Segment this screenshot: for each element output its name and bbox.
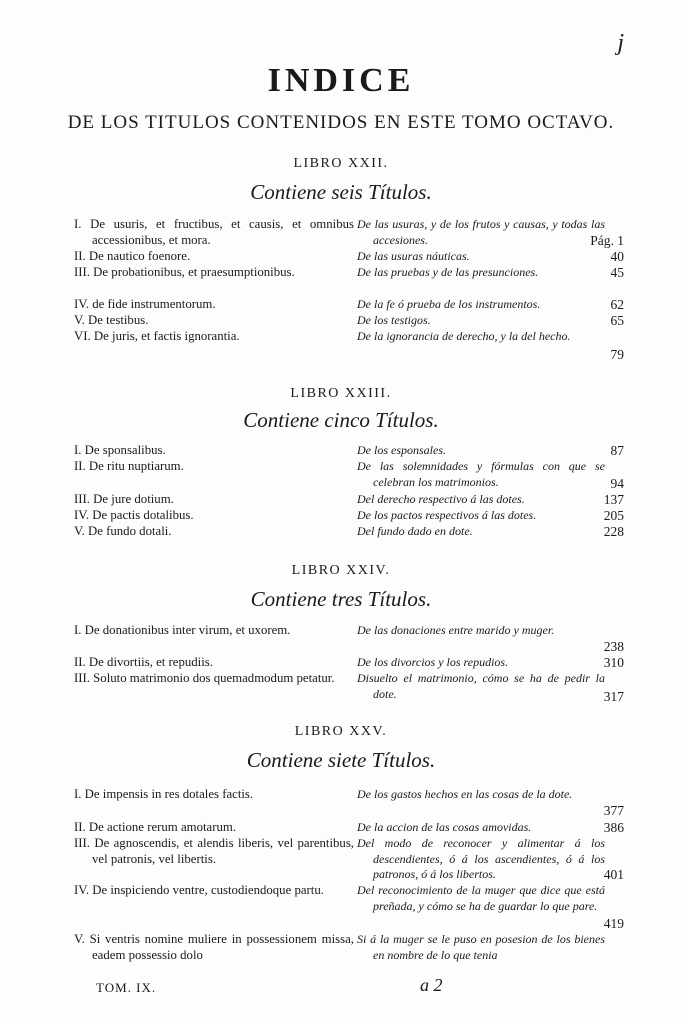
page-title: INDICE bbox=[267, 62, 415, 99]
page-number: 228 bbox=[603, 524, 624, 539]
spanish-title-entry: De las solemnidades y fórmulas con que se celebran los matrimonios. bbox=[357, 459, 605, 489]
page-number: 205 bbox=[603, 508, 624, 523]
latin-title-entry: III. De jure dotium. bbox=[74, 492, 174, 506]
latin-title-entry: III. Soluto matrimonio dos quemadmodum petatur. bbox=[74, 671, 335, 685]
libro-heading: LIBRO XXIII. bbox=[290, 386, 392, 401]
latin-title-entry: IV. De inspiciendo ventre, custodiendoque partu. bbox=[74, 883, 324, 897]
page-number: 377 bbox=[603, 803, 624, 818]
latin-title-entry: IV. De pactis dotalibus. bbox=[74, 508, 194, 522]
spanish-title-entry: De la fe ó prueba de los instrumentos. bbox=[357, 297, 541, 311]
spanish-title-entry: De las usuras náuticas. bbox=[357, 249, 470, 263]
page-folio: j bbox=[617, 30, 624, 56]
page-number: 62 bbox=[610, 297, 624, 312]
spanish-title-entry: Si á la muger se le puso en posesion de los bienes en nombre de lo que tenia bbox=[357, 932, 605, 962]
spanish-title-entry: Del derecho respectivo á las dotes. bbox=[357, 492, 525, 506]
page-number: 419 bbox=[603, 916, 624, 931]
spanish-title-entry: De la ignorancia de derecho, y la del hecho. bbox=[357, 329, 571, 343]
spanish-title-entry: De los esponsales. bbox=[357, 443, 446, 457]
spanish-title-entry: De los pactos respectivos á las dotes. bbox=[357, 508, 537, 522]
volume-mark: TOM. IX. bbox=[96, 980, 157, 995]
latin-title-entry: I. De donationibus inter virum, et uxorem. bbox=[74, 623, 291, 637]
contiene-heading: Contiene siete Títulos. bbox=[246, 748, 436, 772]
page-subtitle: DE LOS TITULOS CONTENIDOS EN ESTE TOMO OCTAVO. bbox=[67, 112, 615, 133]
contiene-heading: Contiene tres Títulos. bbox=[250, 587, 432, 611]
libro-heading: LIBRO XXV. bbox=[294, 724, 388, 739]
spanish-title-entry: Del modo de reconocer y alimentar á los descendientes, ó á los ascendientes, ó á los patronos, ó á los libertos. bbox=[357, 836, 605, 881]
latin-title-entry: VI. De juris, et factis ignorantia. bbox=[74, 329, 240, 343]
page-number: 317 bbox=[603, 689, 624, 704]
latin-title-entry: II. De actione rerum amotarum. bbox=[74, 820, 237, 834]
page-number: 137 bbox=[603, 492, 624, 507]
latin-title-entry: I. De sponsalibus. bbox=[74, 443, 166, 457]
latin-title-entry: I. De impensis in res dotales factis. bbox=[74, 787, 254, 801]
spanish-title-entry: Del reconocimiento de la muger que dice que está preñada, y cómo se ha de guardar lo que pare. bbox=[357, 883, 605, 913]
page-number: 45 bbox=[610, 265, 624, 280]
latin-title-entry: V. De testibus. bbox=[74, 313, 149, 327]
spanish-title-entry: De las usuras, y de los frutos y causas, y todas las accesiones. bbox=[357, 217, 605, 247]
libro-heading: LIBRO XXII. bbox=[293, 156, 389, 171]
latin-title-entry: III. De agnoscendis, et alendis liberis, vel parentibus, vel patronis, vel libertis. bbox=[74, 836, 354, 866]
latin-title-entry: IV. de fide instrumentorum. bbox=[74, 297, 216, 311]
latin-title-entry: V. Si ventris nomine muliere in possessionem missa, eadem possessio dolo bbox=[74, 932, 354, 962]
spanish-title-entry: Disuelto el matrimonio, cómo se ha de pedir la dote. bbox=[357, 671, 605, 701]
spanish-title-entry: De los divorcios y los repudios. bbox=[357, 655, 509, 669]
latin-title-entry: II. De ritu nuptiarum. bbox=[74, 459, 184, 473]
page-number: Pág. 1 bbox=[590, 233, 624, 248]
latin-title-entry: III. De probationibus, et praesumptionibus. bbox=[74, 265, 295, 279]
spanish-title-entry: De la accion de las cosas amovidas. bbox=[357, 820, 532, 834]
page-number: 65 bbox=[610, 313, 624, 328]
contiene-heading: Contiene cinco Títulos. bbox=[243, 408, 439, 432]
contiene-heading: Contiene seis Títulos. bbox=[250, 180, 432, 204]
page-number: 401 bbox=[603, 867, 624, 882]
latin-title-entry: II. De divortiis, et repudiis. bbox=[74, 655, 213, 669]
page-number: 310 bbox=[603, 655, 624, 670]
spanish-title-entry: De las donaciones entre marido y muger. bbox=[357, 623, 555, 637]
page-number: 94 bbox=[610, 476, 624, 491]
page-number: 386 bbox=[603, 820, 624, 835]
page-number: 238 bbox=[603, 639, 624, 654]
spanish-title-entry: De los testigos. bbox=[357, 313, 431, 327]
page-number: 79 bbox=[610, 347, 624, 362]
page-number: 40 bbox=[610, 249, 624, 264]
spanish-title-entry: De los gastos hechos en las cosas de la dote. bbox=[357, 787, 573, 801]
spanish-title-entry: Del fundo dado en dote. bbox=[357, 524, 473, 538]
latin-title-entry: I. De usuris, et fructibus, et causis, et omnibus accessionibus, et mora. bbox=[74, 217, 354, 247]
page-number: 87 bbox=[610, 443, 624, 458]
latin-title-entry: II. De nautico foenore. bbox=[74, 249, 191, 263]
signature-mark: a 2 bbox=[420, 975, 443, 995]
libro-heading: LIBRO XXIV. bbox=[291, 563, 391, 578]
spanish-title-entry: De las pruebas y de las presunciones. bbox=[357, 265, 539, 279]
latin-title-entry: V. De fundo dotali. bbox=[74, 524, 172, 538]
